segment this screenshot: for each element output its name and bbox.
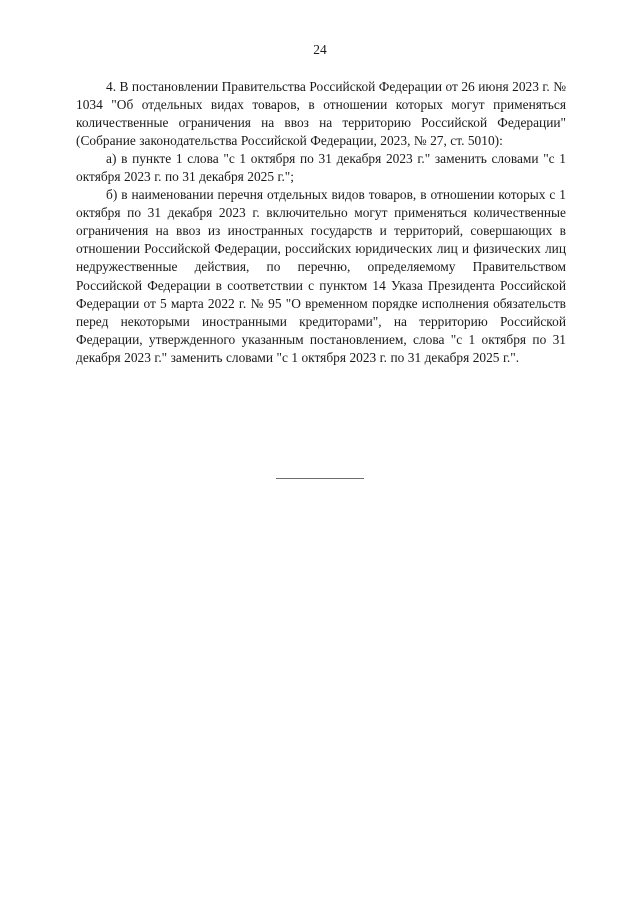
paragraph-item-4a: а) в пункте 1 слова "с 1 октября по 31 декабря 2023 г." заменить словами "с 1 октября 2023 г. по 31 декабря 2025 г.";: [76, 151, 566, 185]
document-body: [76, 78, 566, 367]
section-divider: [276, 478, 364, 479]
paragraph-item-4b: б) в наименовании перечня отдельных видов товаров, в отношении которых с 1 октября по 31 декабря 2023 г. включительно могут применяться количественные ограничения на ввоз из иностранных государств и территорий, совершающих в отношении Российской Федерации, российских юридических лиц и физических лиц недружественные действия, по перечню, определяемому Правительством Российской Федерации в соответствии с пунктом 14 Указа Президента Российской Федерации от 5 марта 2022 г. № 95 "О временном порядке исполнения обязательств перед некоторыми иностранными кредиторами", на территорию Российской Федерации, утвержденного указанным постановлением, слова "с 1 октября по 31 декабря 2023 г." заменить словами "с 1 октября 2023 г. по 31 декабря 2025 г.".: [76, 187, 566, 365]
page-number: 24: [313, 42, 327, 57]
section-divider-wrap: [0, 478, 640, 479]
paragraph-item-4: 4. В постановлении Правительства Российской Федерации от 26 июня 2023 г. № 1034 "Об отдельных видах товаров, в отношении которых могут применяться количественные ограничения на ввоз на территорию Российской Федерации" (Собрание законодательства Российской Федерации, 2023, № 27, ст. 5010):: [76, 79, 566, 149]
